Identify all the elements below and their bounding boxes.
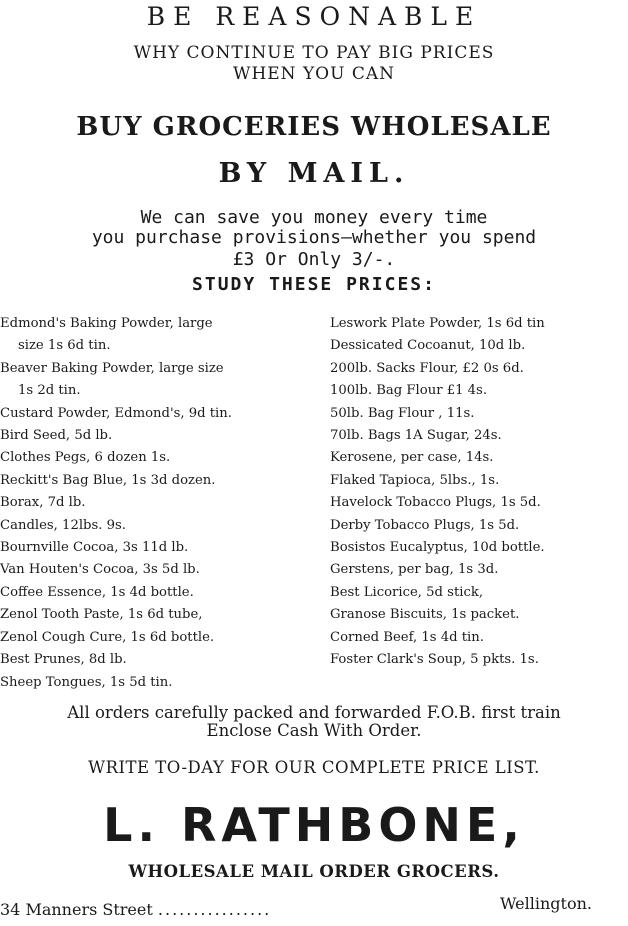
price-item: Bird Seed, 5d lb. [0, 428, 113, 444]
price-item: Granose Biscuits, 1s packet. [330, 607, 520, 623]
price-item: 50lb. Bag Flour , 11s. [330, 405, 475, 421]
price-item: Clothes Pegs, 6 dozen 1s. [0, 450, 171, 466]
company-city: Wellington. [500, 894, 592, 913]
intro-line-3: £3 Or Only 3/-. [232, 249, 396, 270]
price-item: Best Licorice, 5d stick, [330, 584, 484, 600]
price-item: Van Houten's Cocoa, 3s 5d lb. [0, 562, 200, 578]
price-item: Edmond's Baking Powder, large [0, 316, 213, 331]
price-item: Bournville Cocoa, 3s 11d lb. [0, 540, 189, 556]
price-item: Bosistos Eucalyptus, 10d bottle. [330, 540, 545, 556]
intro-line-1: We can save you money every time [140, 207, 488, 228]
price-item: Borax, 7d lb. [0, 495, 86, 511]
ad-headline: BUY GROCERIES WHOLESALE [76, 112, 552, 142]
company-tagline: WHOLESALE MAIL ORDER GROCERS. [128, 862, 500, 881]
price-item: Sheep Tongues, 1s 5d tin. [0, 674, 173, 690]
ad-title: BE REASONABLE [146, 2, 482, 31]
price-item: Dessicated Cocoanut, 10d lb. [330, 338, 526, 354]
ad-subhead: BY MAIL. [218, 158, 410, 189]
orders-line-1: All orders carefully packed and forwarded F.O.B. first train [67, 703, 561, 722]
price-item: Reckitt's Bag Blue, 1s 3d dozen. [0, 472, 216, 488]
price-item: Zenol Cough Cure, 1s 6d bottle. [0, 629, 215, 645]
price-item: Best Prunes, 8d lb. [0, 652, 127, 668]
orders-notice [0, 704, 628, 740]
orders-line-2: Enclose Cash With Order. [206, 721, 422, 740]
price-item: 1s 2d tin. [18, 383, 81, 399]
price-list-left [0, 313, 318, 694]
price-item: 70lb. Bags 1A Sugar, 24s. [330, 428, 502, 444]
price-item: Derby Tobacco Plugs, 1s 5d. [330, 517, 520, 533]
price-item: Corned Beef, 1s 4d tin. [330, 629, 484, 645]
price-item: 200lb. Sacks Flour, £2 0s 6d. [330, 360, 524, 376]
ad-tagline-1: WHY CONTINUE TO PAY BIG PRICES [133, 43, 495, 63]
price-item: size 1s 6d tin. [18, 338, 111, 354]
price-item: Gerstens, per bag, 1s 3d. [330, 562, 499, 578]
price-item: Foster Clark's Soup, 5 pkts. 1s. [330, 652, 539, 668]
study-heading: STUDY THESE PRICES: [192, 274, 436, 295]
company-address [0, 900, 271, 919]
price-item: Zenol Tooth Paste, 1s 6d tube, [0, 607, 203, 623]
price-item: Beaver Baking Powder, large size [0, 360, 224, 376]
price-list-right [330, 313, 628, 672]
price-item: Kerosene, per case, 14s. [330, 450, 494, 466]
intro-line-2: you purchase provisions—whether you spend [91, 227, 537, 248]
dot-leader: ................ [157, 900, 272, 919]
price-item: Coffee Essence, 1s 4d bottle. [0, 584, 194, 600]
price-item: Custard Powder, Edmond's, 9d tin. [0, 405, 232, 421]
price-item: Flaked Tapioca, 5lbs., 1s. [330, 472, 500, 488]
price-item: 100lb. Bag Flour £1 4s. [330, 383, 488, 399]
price-item: Leswork Plate Powder, 1s 6d tin [330, 316, 545, 331]
price-item: Candles, 12lbs. 9s. [0, 517, 127, 533]
write-today-line: WRITE TO-DAY FOR OUR COMPLETE PRICE LIST. [88, 758, 540, 777]
street-address: 34 Manners Street [0, 900, 153, 919]
price-item: Havelock Tobacco Plugs, 1s 5d. [330, 495, 541, 511]
ad-tagline-2: WHEN YOU CAN [232, 64, 396, 84]
company-name: L. RATHBONE, [103, 798, 525, 852]
